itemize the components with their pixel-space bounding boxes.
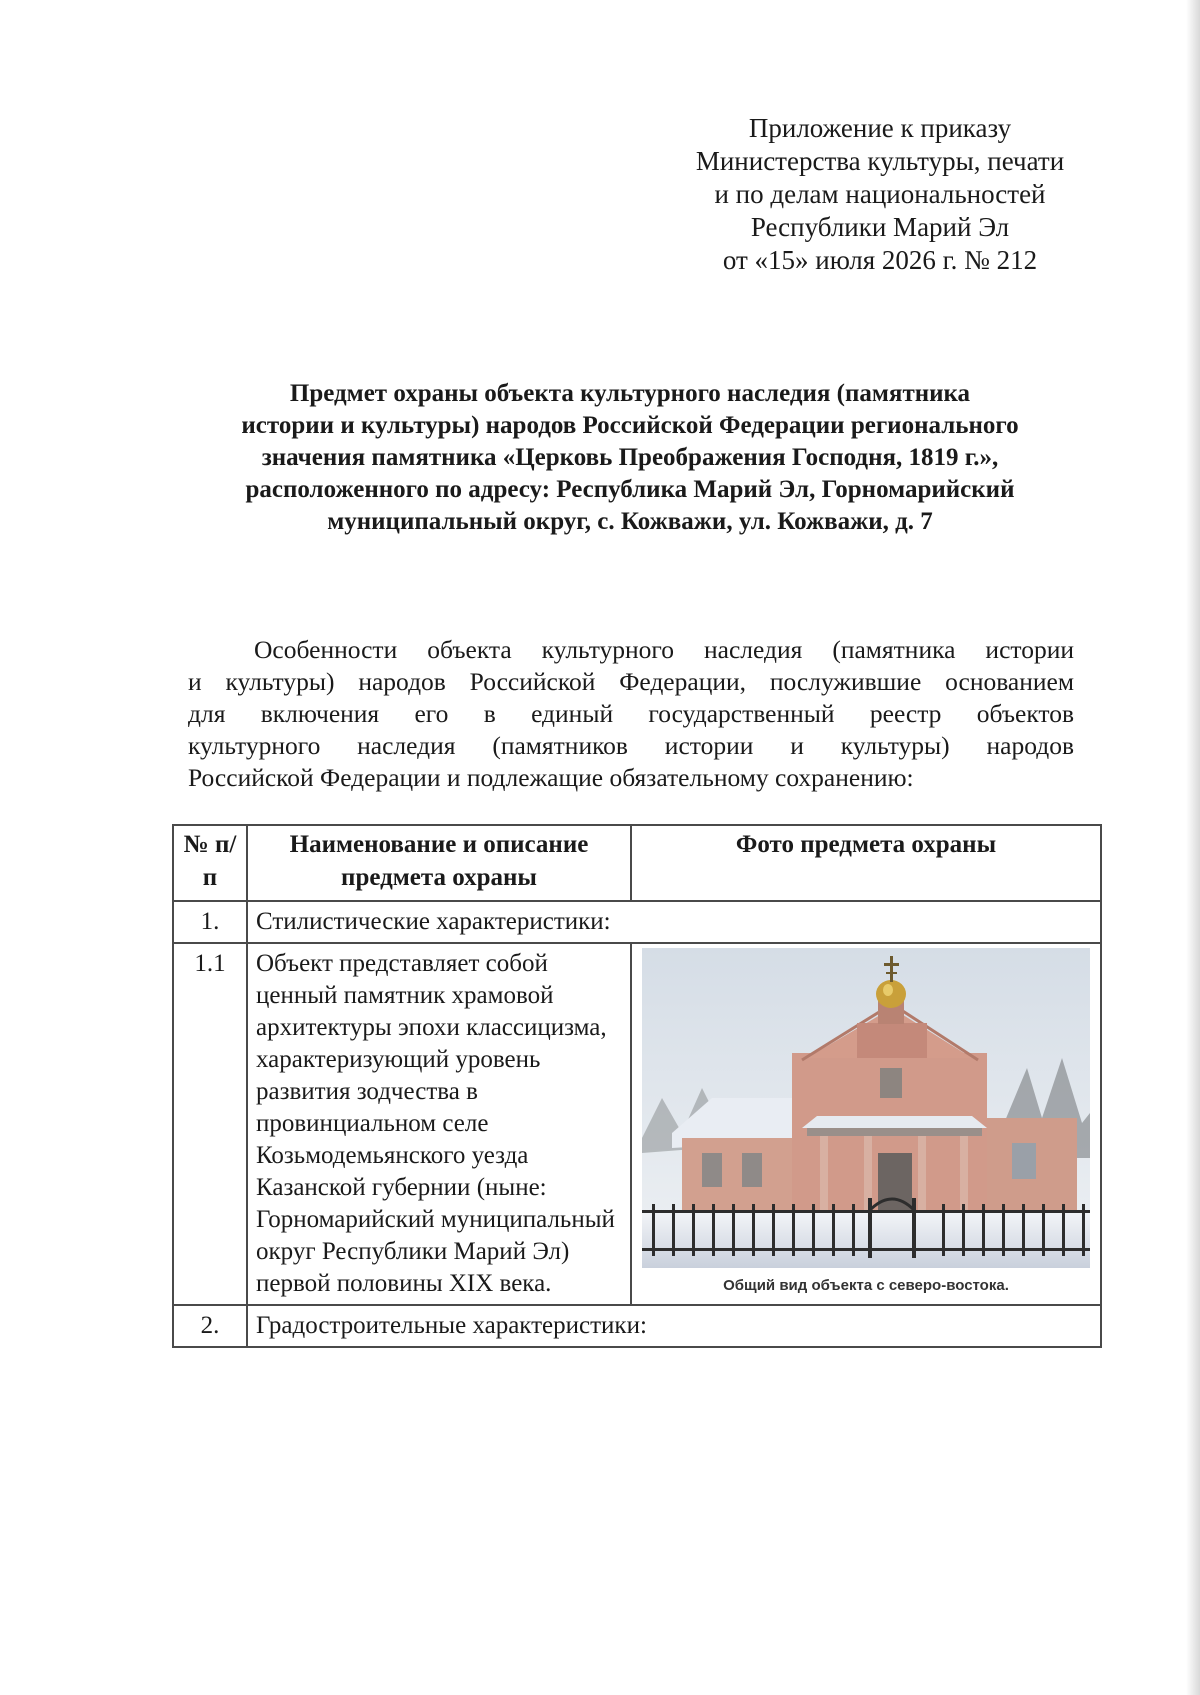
appendix-header [680, 112, 1080, 277]
page-edge [1186, 0, 1200, 1695]
title-line: муниципальный округ, с. Кожважи, ул. Кожважи, д. 7 [327, 508, 933, 535]
row-number: 1.1 [173, 943, 247, 1305]
title-line: Предмет охраны объекта культурного наследия (памятника [289, 380, 971, 407]
section-title: Стилистические характеристики: [247, 901, 1101, 943]
appendix-line: и по делам национальностей [714, 179, 1046, 209]
intro-line: для включения его в единый государственный реестр объектов [188, 699, 1074, 728]
row-number: 1. [173, 901, 247, 943]
intro-line: культурного наследия (памятников истории и культуры) народов [188, 731, 1074, 760]
photo-cell [631, 943, 1101, 1305]
row-description: Объект представляет собой ценный памятник храмовой архитектуры эпохи классицизма, характеризующий уровень развития зодчества в провинциальном селе Козьмодемьянского уезда Казанской губернии (ныне: Горномарийский муниципальный округ Республики Марий Эл) первой половины XIX века. [247, 943, 631, 1305]
protection-table [172, 824, 1102, 1348]
header-photo: Фото предмета охраны [631, 825, 1101, 901]
header-num: № п/п [173, 825, 247, 901]
table-header-row [173, 825, 1101, 901]
title-line: расположенного по адресу: Республика Марий Эл, Горномарийский [245, 476, 1015, 503]
table-row [173, 901, 1101, 943]
intro-line: Российской Федерации и подлежащие обязательному сохранению: [188, 763, 914, 792]
title-line: истории и культуры) народов Российской Федерации регионального [241, 412, 1019, 439]
intro-paragraph [188, 634, 1074, 794]
photo-caption: Общий вид объекта с северо-востока. [723, 1277, 1009, 1294]
intro-line: и культуры) народов Российской Федерации, послужившие основанием [188, 667, 1074, 696]
row-number: 2. [173, 1305, 247, 1347]
section-title: Градостроительные характеристики: [247, 1305, 1101, 1347]
appendix-line: Приложение к приказу [748, 113, 1012, 143]
title-line: значения памятника «Церковь Преображения Господня, 1819 г.», [261, 444, 999, 471]
document-title [170, 378, 1090, 538]
intro-line: Особенности объекта культурного наследия (памятника истории [254, 635, 1074, 664]
header-description: Наименование и описание предмета охраны [247, 825, 631, 901]
appendix-line: Республики Марий Эл [750, 212, 1010, 242]
table-row [173, 943, 1101, 1305]
appendix-line: Министерства культуры, печати [695, 146, 1065, 176]
church-photo [642, 948, 1090, 1268]
table-row [173, 1305, 1101, 1347]
appendix-line: от «15» июля 2026 г. № 212 [722, 245, 1038, 275]
